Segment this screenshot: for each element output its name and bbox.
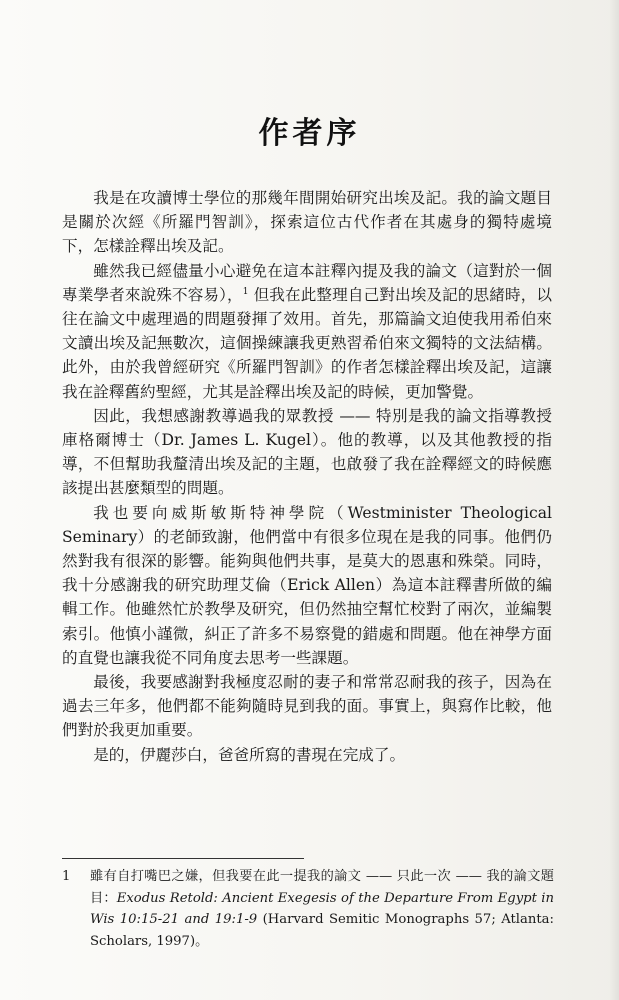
footnote-reference-mark: 1 (242, 286, 249, 297)
page-title: 作者序 (258, 116, 361, 151)
footnote-number: 1 (62, 869, 71, 884)
footnote (62, 866, 554, 952)
paragraph-5: 最後，我要感謝對我極度忍耐的妻子和常常忍耐我的孩子，因為在過去三年多，他們都不能夠隨時見到我的面。事實上，與寫作比較，他們對於我更加重要。 (62, 673, 552, 740)
paragraph-1: 我是在攻讀博士學位的那幾年間開始研究出埃及記。我的論文題目是關於次經《所羅門智訓》，探索這位古代作者在其處身的獨特處境下，怎樣詮釋出埃及記。 (62, 189, 552, 256)
paragraph-3: 因此，我想感謝教導過我的眾教授 —— 特別是我的論文指導教授庫格爾博士（Dr. James L. Kugel）。他的教導，以及其他教授的指導，不但幫助我釐清出埃及記的主題，也啟發了我在詮釋經文的時候應該提出甚麼類型的問題。 (62, 406, 552, 498)
footnote-text (90, 866, 554, 952)
paragraph-4: 我也要向威斯敏斯特神學院（Westminister Theological Seminary）的老師致謝，他們當中有很多位現在是我的同事。他們仍然對我有很深的影響。能夠與他們共事，是莫大的恩惠和殊榮。同時，我十分感謝我的研究助理艾倫（Erick Allen）為這本註釋書所做的編輯工作。他雖然忙於教學及研究，但仍然抽空幫忙校對了兩次，並編製索引。他慎小謹微，糾正了許多不易察覺的錯處和問題。他在神學方面的直覺也讓我從不同角度去思考一些課題。 (62, 503, 552, 667)
paragraph-2-before-note: 雖然我已經儘量小心避免在這本註釋內提及我的論文（這對於一個專業學者來說殊不容易）， (62, 261, 552, 304)
footnote-lead: 雖有自打嘴巴之嫌，但我要在此一提我的論文 —— 只此一次 —— 我的論文題目： (90, 869, 554, 906)
footnote-citation-tail: (Harvard Semitic Monographs 57; Atlanta: Scholars, 1997)。 (90, 912, 554, 949)
footnote-divider (62, 858, 304, 859)
footnote-dissertation-title: Exodus Retold: Ancient Exegesis of the Departure From Egypt in Wis 10:15-21 and 19:1-9 (90, 890, 554, 927)
preface-body (62, 186, 552, 767)
paragraph-2-after-note: 但我在此整理自己對出埃及記的思緒時，以往在論文中處理過的問題發揮了效用。首先，那篇論文迫使我用希伯來文讀出埃及記無數次，這個操練讓我更熟習希伯來文獨特的文法結構。此外，由於我曾經研究《所羅門智訓》的作者怎樣詮釋出埃及記，這讓我在詮釋舊約聖經，尤其是詮釋出埃及記的時候，更加警覺。 (62, 285, 552, 401)
paragraph-6: 是的，伊麗莎白，爸爸所寫的書現在完成了。 (93, 745, 406, 764)
paragraph-2 (62, 259, 552, 404)
